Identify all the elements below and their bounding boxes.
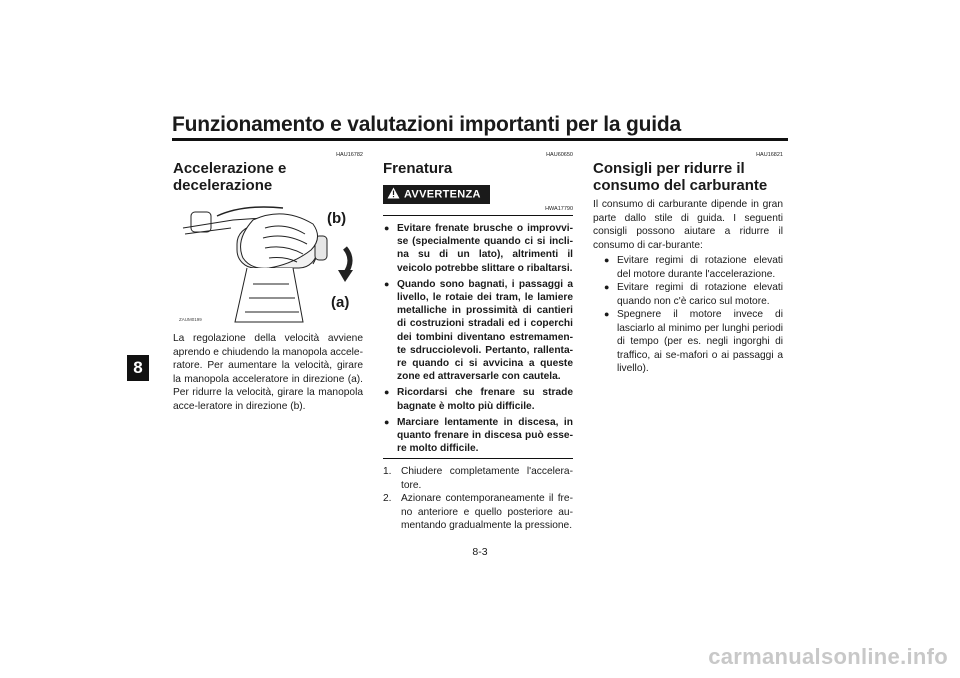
- warning-bottom-rule: [383, 458, 573, 459]
- section-title: Frenatura: [383, 160, 453, 177]
- list-item: ● Quando sono bagnati, i passaggi a livello, le rotaie dei tram, le lamiere metalliche in prossimità di cantieri di costruzioni stradali ed i coperchi dei tombini diventano estremamen-te sdrucciolevoli. Pertanto, rallenta-re quando ci si avvicina a queste zone ed attraversarle con cautela.: [383, 278, 573, 384]
- list-item: ● Evitare frenate brusche o improvvi-se (specialmente quando ci si incli-na su di un lato), altrimenti il veicolo potrebbe slittare o ribaltarsi.: [383, 222, 573, 275]
- page-number: 8-3: [472, 546, 488, 558]
- throttle-figure: [173, 198, 363, 326]
- label-b: (b): [327, 210, 347, 227]
- list-item: [383, 492, 573, 533]
- step-text: Azionare contemporaneamente il fre-no anteriore e quello posteriore au-mentando gradualmente la pressione.: [401, 493, 573, 532]
- header-rule: [172, 138, 788, 141]
- warning-code: HWA17790: [545, 206, 573, 212]
- braking-steps: [383, 465, 573, 533]
- step-number: 2.: [383, 493, 392, 505]
- acceleration-text: La regolazione della velocità avviene aprendo e chiudendo la manopola accele-ratore. Per aumentare la velocità, girare la manopola acceleratore in direzione (a). Per ridurre la velocità, girare la manopola acce-leratore in direzione (b).: [173, 333, 363, 412]
- warning-label: AVVERTENZA: [404, 188, 481, 201]
- section-title: Consigli per ridurre il consumo del carburante: [593, 160, 768, 194]
- figure-code: ZAUM0199: [179, 317, 202, 322]
- section-code: HAU16821: [756, 152, 783, 158]
- label-a: (a): [331, 294, 350, 311]
- fuel-intro: Il consumo di carburante dipende in gran parte dallo stile di guida. I seguenti consigli possono aiutare a ridurre il consumo di car-burante:: [593, 199, 783, 251]
- list-item: [383, 465, 573, 492]
- list-item: ● Spegnere il motore invece di lasciarlo al minimo per lunghi periodi di tempo (per es. negli ingorghi di traffico, ai se-mafori o ai passaggi a livello).: [603, 308, 783, 376]
- step-text: Chiudere completamente l'accelera-tore.: [401, 466, 573, 491]
- list-item: ● Marciare lentamente in discesa, in quanto frenare in discesa può esse-re molto difficile.: [383, 416, 573, 456]
- warning-badge: [383, 185, 490, 204]
- step-number: 1.: [383, 466, 392, 478]
- section-fuel-tips: [593, 152, 783, 376]
- warning-list: [383, 222, 573, 455]
- watermark: carmanualsonline.info: [708, 644, 948, 669]
- section-braking: [383, 152, 573, 533]
- list-item: ● Ricordarsi che frenare su strade bagnate è molto più difficile.: [383, 386, 573, 412]
- warning-icon: [387, 187, 400, 202]
- page-title: Funzionamento e valutazioni importanti per la guida: [172, 113, 682, 136]
- section-title: Accelerazione e decelerazione: [173, 160, 287, 194]
- section-code: HAU60650: [546, 152, 573, 158]
- list-item: ● Evitare regimi di rotazione elevati quando non c'è carico sul motore.: [603, 281, 783, 308]
- section-acceleration: [173, 152, 363, 413]
- chapter-tab: 8: [127, 355, 149, 381]
- fuel-tips-list: [603, 254, 783, 376]
- warning-top-rule: [383, 215, 573, 216]
- section-code: HAU16782: [336, 152, 363, 158]
- list-item: ● Evitare regimi di rotazione elevati del motore durante l'accelerazione.: [603, 254, 783, 281]
